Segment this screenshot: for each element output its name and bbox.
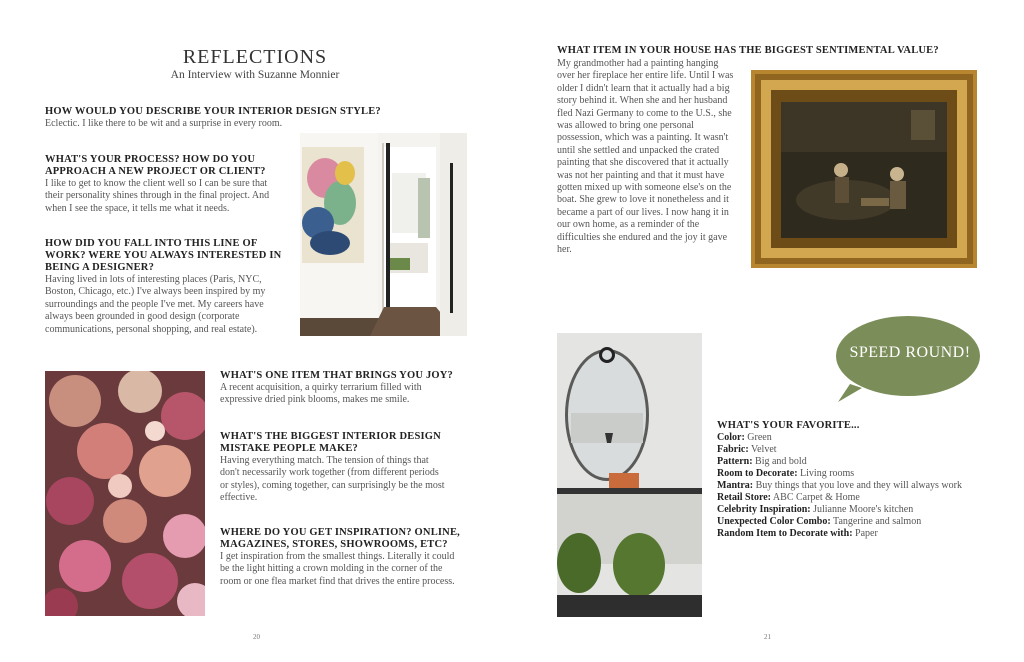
favorites-list	[717, 420, 997, 540]
dried-flowers-photo	[45, 371, 205, 616]
qa-career	[45, 238, 285, 336]
qa-joy	[220, 370, 455, 407]
qa-mistake	[220, 431, 445, 505]
framed-painting	[751, 70, 977, 268]
favorite-store: Retail Store: ABC Carpet & Home	[717, 492, 860, 503]
mirror-photo	[557, 333, 702, 617]
answer: Having lived in lots of interesting places (Paris, NYC, Boston, Chicago, etc.) I've always been inspired by my surroundings and the people I've met. My careers have always been grounded in good design (corporate communications, personal shopping, and real estate).	[45, 274, 266, 335]
favorite-color: Color: Green	[717, 432, 772, 443]
qa-sentimental-answer	[557, 58, 735, 257]
qa-process	[45, 154, 285, 215]
answer: I get inspiration from the smallest things. Literally it could be the light hitting a crown molding in the corner of the room or one flea market find that drives the entire process.	[220, 551, 455, 587]
question: WHERE DO YOU GET INSPIRATION? ONLINE, MAGAZINES, STORES, SHOWROOMS, ETC?	[220, 527, 460, 550]
article-title: REFLECTIONS	[182, 46, 328, 68]
favorite-color-combo: Unexpected Color Combo: Tangerine and salmon	[717, 516, 922, 527]
qa-style	[45, 106, 390, 130]
question: WHAT'S YOUR PROCESS? HOW DO YOU APPROACH A NEW PROJECT OR CLIENT?	[45, 154, 266, 177]
speed-round-label: SPEED ROUND!	[849, 344, 971, 361]
answer: Eclectic. I like there to be wit and a surprise in every room.	[45, 118, 283, 129]
question: HOW DID YOU FALL INTO THIS LINE OF WORK? WERE YOU ALWAYS INTERESTED IN BEING A DESIGNER?	[45, 238, 282, 273]
page-number-right: 21	[764, 633, 771, 641]
question: WHAT'S ONE ITEM THAT BRINGS YOU JOY?	[220, 370, 453, 381]
favorites-heading: WHAT'S YOUR FAVORITE...	[717, 420, 860, 431]
qa-inspiration	[220, 527, 460, 588]
page-number-left: 20	[253, 633, 260, 641]
question: WHAT'S THE BIGGEST INTERIOR DESIGN MISTAKE PEOPLE MAKE?	[220, 431, 441, 454]
qa-sentimental-question	[557, 45, 957, 57]
favorite-mantra: Mantra: Buy things that you love and they will always work	[717, 480, 962, 491]
answer: I like to get to know the client well so I can be sure that their personality shines through in the final project. And when I see the space, it tells me what it needs.	[45, 178, 270, 214]
hallway-photo	[300, 133, 467, 336]
favorite-fabric: Fabric: Velvet	[717, 444, 777, 455]
question: WHAT ITEM IN YOUR HOUSE HAS THE BIGGEST SENTIMENTAL VALUE?	[557, 45, 939, 56]
answer: Having everything match. The tension of things that don't necessarily work together (from different periods or styles), coming together, can surprisingly be the most effective.	[220, 455, 445, 504]
answer: A recent acquisition, a quirky terrarium filled with expressive dried pink blooms, makes me smile.	[220, 382, 422, 406]
article-subtitle: An Interview with Suzanne Monnier	[170, 69, 340, 81]
favorite-pattern: Pattern: Big and bold	[717, 456, 807, 467]
favorite-random-item: Random Item to Decorate with: Paper	[717, 528, 878, 539]
favorite-room: Room to Decorate: Living rooms	[717, 468, 855, 479]
favorite-celebrity: Celebrity Inspiration: Julianne Moore's kitchen	[717, 504, 914, 515]
question: HOW WOULD YOU DESCRIBE YOUR INTERIOR DESIGN STYLE?	[45, 106, 381, 117]
answer: My grandmother had a painting hanging over her fireplace her entire life. Until I was older I didn't learn that it actually had a big story behind it. When she and her husband fled Nazi Germany to come to the U.S., she was allowed to bring one personal possession, which was a painting. It wasn't until she settled and unpacked the crated painting that she discovered that it actually was not her painting and that it must have gotten mixed up with someone else's on the boat. She grew to love it nonetheless and it became a part of our lives. I now hang it in our own home, as a reminder of the difficulties she endured and the joy it gave her.	[557, 58, 734, 256]
